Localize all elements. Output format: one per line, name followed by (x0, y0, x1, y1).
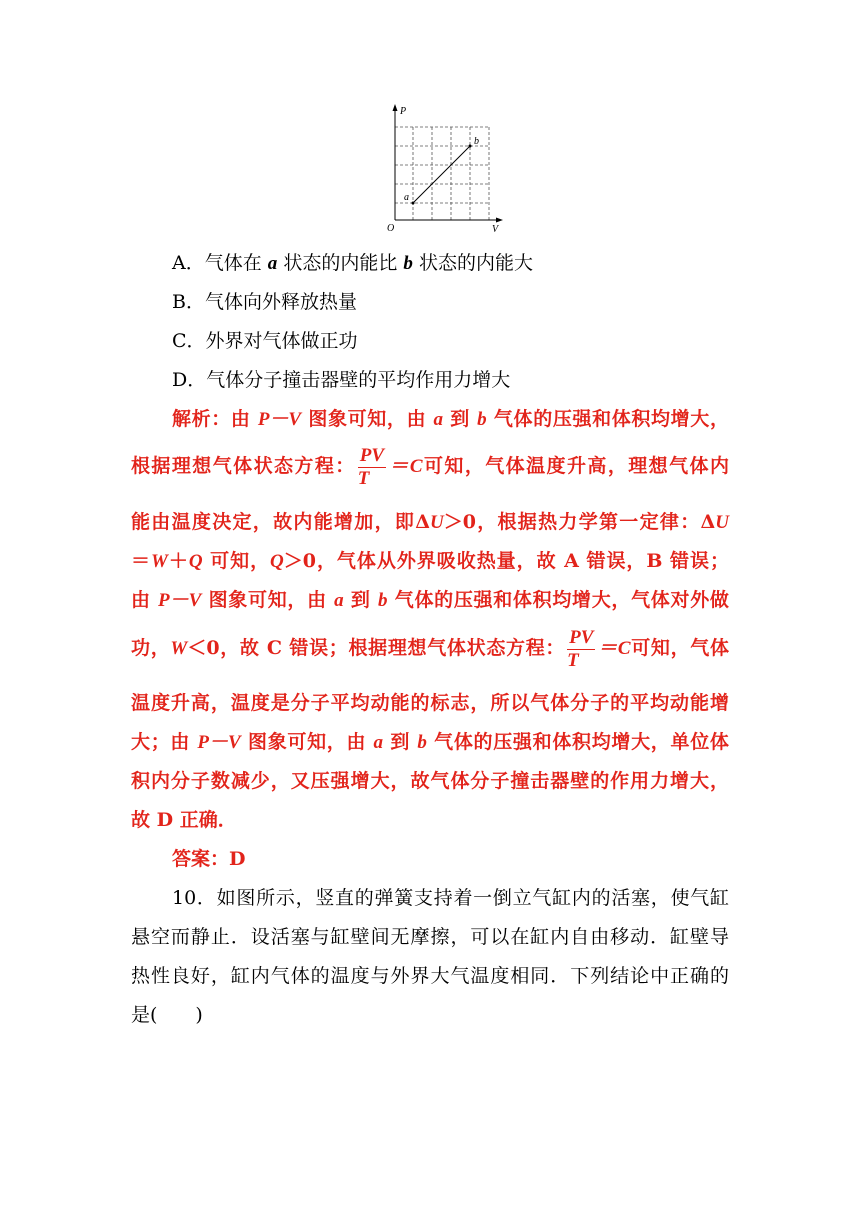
pv-term: P－V (257, 409, 302, 430)
question10-line-4: 是( ) (131, 1004, 203, 1026)
analysis-label: 解析： (172, 408, 231, 430)
analysis-line-6: 功，W＜0，故 C 错误；根据理想气体状态方程： $\frac{PV}{T}$ ＝C可知，气体 (131, 626, 729, 671)
analysis-line-7: 温度升高，温度是分子平均动能的标志，所以气体分子的平均动能增 (131, 692, 729, 714)
x-axis-arrow (496, 218, 503, 223)
point-a (412, 202, 415, 205)
analysis-line-9: 积内分子数减少，又压强增大，故气体分子撞击器壁的作用力增大， (131, 770, 729, 792)
fraction-pv-over-t-2: $\frac{PV}{T}$ (567, 626, 594, 671)
fraction-pv-over-t: $\frac{PV}{T}$ (357, 444, 384, 489)
point-a-label: a (404, 192, 409, 203)
analysis-line-10: 故 D 正确． (131, 809, 237, 831)
process-line-ab (413, 146, 470, 203)
option-a-text-mid: 状态的内能比 (283, 252, 398, 274)
question10-line-1: 10．如图所示，竖直的弹簧支持着一倒立气缸内的活塞，使气缸 (172, 887, 729, 909)
point-b-label: b (474, 136, 479, 147)
analysis-line-2: 根据理想气体状态方程： $\frac{PV}{T}$ ＝C可知，气体温度升高，理想气体内 (131, 444, 729, 489)
analysis-line-8: 大；由 P－V 图象可知，由 a 到 b 气体的压强和体积均增大，单位体 (131, 731, 729, 753)
y-axis-label: P (400, 106, 407, 117)
var-a: a (267, 253, 278, 274)
question10-line-2: 悬空而静止．设活塞与缸壁间无摩擦，可以在缸内自由移动．缸壁导 (131, 926, 729, 948)
answer-label: 答案： (172, 848, 230, 870)
pv-diagram (385, 100, 510, 235)
analysis-line-4: ＝W＋Q 可知，Q＞0，气体从外界吸收热量，故 A 错误，B 错误； (131, 550, 729, 572)
analysis-line-5: 由 P－V 图象可知，由 a 到 b 气体的压强和体积均增大，气体对外做 (131, 589, 729, 611)
option-b: B．气体向外释放热量 (172, 291, 357, 313)
origin-label: O (387, 223, 395, 234)
option-a-text: A．气体在 (172, 252, 262, 274)
question10-line-3: 热性良好，缸内气体的温度与外界大气温度相同．下列结论中正确的 (131, 965, 729, 987)
option-a (172, 249, 533, 278)
option-d: D．气体分子撞击器壁的平均作用力增大 (172, 369, 511, 391)
answer (172, 845, 246, 873)
y-axis-arrow (393, 104, 398, 111)
x-axis-label: V (492, 224, 499, 235)
point-b (469, 145, 472, 148)
var-b: b (403, 253, 413, 274)
analysis-line-3: 能由温度决定，故内能增加，即ΔU＞0，根据热力学第一定律：ΔU (131, 511, 729, 533)
option-c: C．外界对气体做正功 (172, 330, 358, 352)
analysis-line-1: 解析：由 P－V 图象可知，由 a 到 b 气体的压强和体积均增大， (172, 408, 729, 430)
answer-value: D (229, 848, 246, 870)
option-a-text-end: 状态的内能大 (418, 252, 533, 274)
